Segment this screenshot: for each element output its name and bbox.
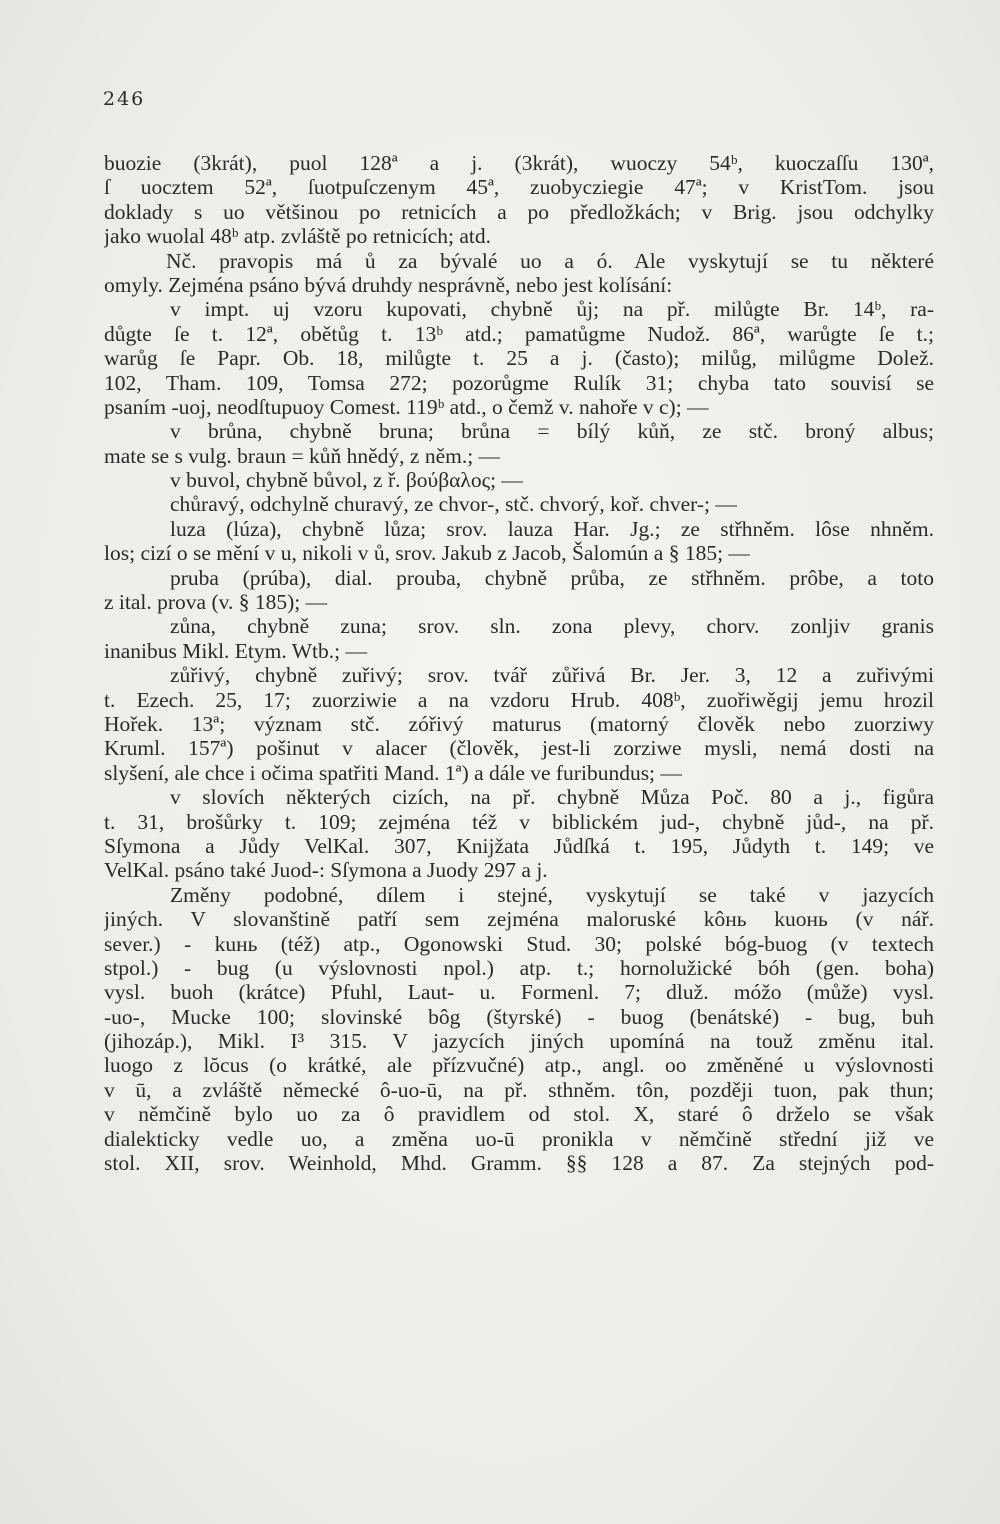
text-line: Hořek. 13ª; význam stč. zóřivý maturus (matorný člověk nebo zuorziwy <box>104 711 934 736</box>
text-line: v slovích některých cizích, na př. chybně Můza Poč. 80 a j., figůra <box>170 785 934 810</box>
text-line: VelKal. psáno také Juod-: Sſymona a Juody 297 a j. <box>104 858 548 883</box>
text-line: buozie (3krát), puol 128ª a j. (3krát), wuoczy 54ᵇ, kuoczaſſu 130ª, <box>104 151 934 175</box>
text-line: jiných. V slovanštině patří sem zejména maloruské kôнь kuoнь (v nář. <box>104 907 934 932</box>
text-line: t. Ezech. 25, 17; zuorziwie a na vzdoru Hrub. 408ᵇ, zuořiwěgij jemu hrozil <box>104 687 934 712</box>
text-line: luogo z lŏcus (o krátké, ale přízvučné) atp., angl. oo změněné u výslovnosti <box>104 1053 934 1078</box>
text-line: stpol.) - bug (u výslovnosti npol.) atp. t.; hornolužické bóh (gen. boha) <box>104 955 934 980</box>
text-line: Nč. pravopis má ů za bývalé uo a ó. Ale vyskytují se tu některé <box>166 248 934 273</box>
text-line: luza (lúza), chybně lůza; srov. lauza Har. Jg.; ze stř​hněm. lôse nhněm. <box>170 516 934 541</box>
text-line: slyšení, ale chce i očima spatřiti Mand. 1ª) a dále ve furibundus; — <box>104 760 682 785</box>
page-number: 246 <box>103 88 146 110</box>
text-line: -uo-, Mucke 100; slovinské bôg (štyrské) - buog (benátské) - bug, buh <box>104 1004 934 1029</box>
text-line: zůřivý, chybně zuřivý; srov. tvář zůřivá Br. Jer. 3, 12 a zuřivými <box>170 663 934 688</box>
text-line: chůravý, odchylně churavý, ze chvor-, stč. chvorý, koř. chver-; — <box>170 492 737 517</box>
text-line: v němčině bylo uo za ô pravidlem od stol. X, staré ô drželo se však <box>104 1102 934 1127</box>
text-line: (jihozáp.), Mikl. I³ 315. V jazycích jiných upomíná na touž změnu ital. <box>104 1029 934 1054</box>
text-line: v impt. uj vzoru kupovati, chybně ůj; na př. milůgte Br. 14ᵇ, ra- <box>170 297 934 322</box>
text-line: pruba (prúba), dial. prouba, chybně průba, ze stř​hněm. prôbe, a toto <box>170 565 934 590</box>
text-line: stol. XII, srov. Weinhold, Mhd. Gramm. §§ 128 a 87. Za stejných pod- <box>104 1151 934 1176</box>
text-line: jako wuolal 48ᵇ atp. zvláště po retnicích; atd. <box>104 224 491 249</box>
text-line: v ū, a zvláště německé ô-uo-ū, na př. sthněm. tôn, později tuon, pak thun; <box>104 1077 934 1102</box>
text-line: v brůna, chybně bruna; brůna = bílý kůň, ze stč. broný albus; <box>170 419 934 444</box>
text-line: důgte ſe t. 12ª, obětůg t. 13ᵇ atd.; pamatůgme Nudož. 86ª, warůgte ſe t.; <box>104 321 934 346</box>
text-line: inanibus Mikl. Etym. Wtb.; — <box>104 638 367 663</box>
text-line: mate se s vulg. braun = kůň hnědý, z něm.; — <box>104 443 501 468</box>
text-line: zůna, chybně zuna; srov. sln. zona plevy, chorv. zonljiv granis <box>170 614 934 639</box>
text-line: t. 31, brošůrky t. 109; zejména též v biblickém jud-, chybně jůd-, na př. <box>104 809 934 834</box>
text-line: Změny podobné, dílem i stejné, vyskytují se také v jazycích <box>170 882 934 907</box>
text-line: psaním -uoj, neodſtupuoy Comest. 119ᵇ atd., o čemž v. nahoře v c); — <box>104 394 709 419</box>
text-line: warůg ſe Papr. Ob. 18, milůgte t. 25 a j. (často); milůg, milůgme Dolež. <box>104 346 934 371</box>
text-line: Kruml. 157ª) pošinut v alacer (člověk, jest-li zorziwe mysli, nemá dosti na <box>104 736 934 761</box>
text-line: doklady s uo většinou po retnicích a po předložkách; v Brig. jsou odchylky <box>104 199 934 224</box>
text-line: los; cizí o se mění v u, nikoli v ů, srov. Jakub z Jacob, Šalomún a § 185; — <box>104 541 750 566</box>
text-line: v buvol, chybně bůvol, z ř. βούβαλος; — <box>170 468 523 493</box>
body-text <box>104 151 934 1175</box>
text-line: vysl. buoh (krátce) Pfuhl, Laut- u. Formenl. 7; dluž. móžo (může) vysl. <box>104 980 934 1005</box>
text-line: dialekticky vedle uo, a změna uo-ū pronikla v němčině střední již ve <box>104 1126 934 1151</box>
text-line: z ital. prova (v. § 185); — <box>104 590 328 615</box>
text-line: omyly. Zejména psáno bývá druhdy nesprávně, nebo jest kolísání: <box>104 272 673 297</box>
text-line: sever.) - kuнь (též) atp., Ogonowski Stud. 30; polské bóg-buog (v textech <box>104 931 934 956</box>
text-line: ſ uocztem 52ª, ſuotpuſczenym 45ª, zuobycziegie 47ª; v KristTom. jsou <box>104 175 934 200</box>
text-line: 102, Tham. 109, Tomsa 272; pozorůgme Rulík 31; chyba tato souvisí se <box>104 370 934 395</box>
text-line: Sſymona a Jůdy VelKal. 307, Knijžata Jůdſká t. 195, Jůdyth t. 149; ve <box>104 833 934 858</box>
